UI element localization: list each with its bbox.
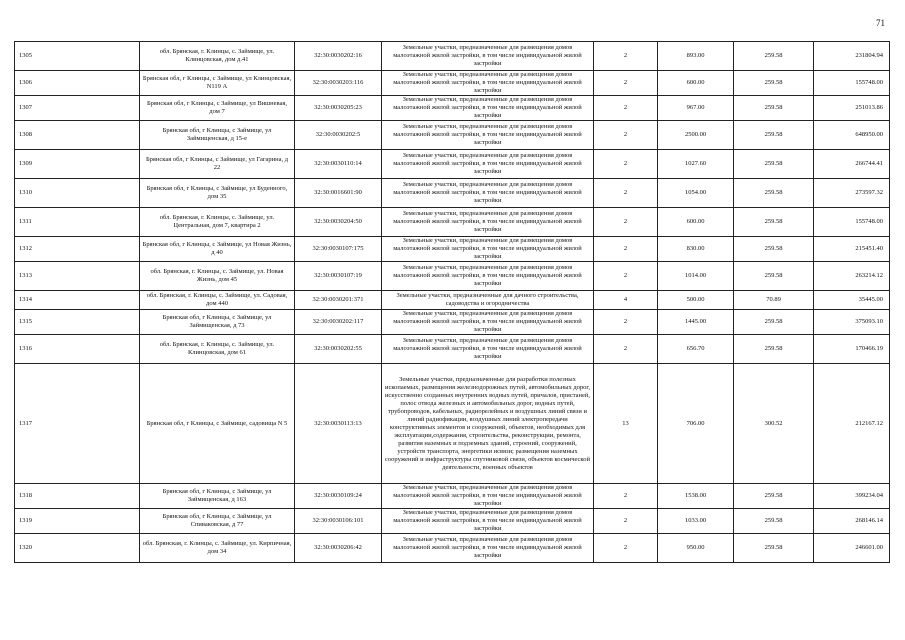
- land-use-cell: Земельные участки, предназначенные для разработки полезных ископаемых, размещения железнодорожных путей, автомобильных дорог, искусственно созданных внутренних водных путей, причалов, пристаней, полос отвода железных и автомобильных дорог, водных путей, трубопроводов, кабельных, радиорелейных и воздушных линий связи и линий радиофикации, воздушных линий электропередачи конструктивных элементов и сооружений, объектов, необходимых для эксплуатации,содержания, строительства, реконструкции, ремонта, развития наземных и подземных зданий, строений, сооружений, устройств транспорта, энергетики исвязи; размещения наземных сооружений и инфраструктуры спутниковой связи, объектов космической деятельности, военных объектов: [382, 364, 594, 484]
- group-code-cell: 2: [594, 208, 658, 237]
- area-cell: 967.00: [658, 96, 734, 121]
- row-number-cell: 1306: [15, 71, 140, 96]
- address-cell: обл. Брянская, г. Клинцы, с. Займище, ул. Садовая, дом 440: [140, 291, 295, 310]
- cadastral-number-cell: 32:30:0030202:117: [295, 310, 382, 335]
- specific-value-cell: 259.58: [734, 335, 814, 364]
- address-cell: обл. Брянская, г. Клинцы, с. Займище, ул. Клинцовская, дом 61: [140, 335, 295, 364]
- group-code-cell: 2: [594, 237, 658, 262]
- cadastral-value-cell: 263214.12: [814, 262, 890, 291]
- land-use-cell: Земельные участки, предназначенные для размещения домов малоэтажной жилой застройки, в том числе индивидуальной жилой застройки: [382, 335, 594, 364]
- area-cell: 893.00: [658, 42, 734, 71]
- specific-value-cell: 259.58: [734, 262, 814, 291]
- group-code-cell: 2: [594, 96, 658, 121]
- table-row: [15, 262, 890, 291]
- cadastral-value-cell: 648950.00: [814, 121, 890, 150]
- cadastral-number-cell: 32:30:0030206:42: [295, 534, 382, 563]
- cadastral-value-cell: 155748.00: [814, 71, 890, 96]
- group-code-cell: 2: [594, 121, 658, 150]
- row-number-cell: 1305: [15, 42, 140, 71]
- row-number-cell: 1313: [15, 262, 140, 291]
- cadastral-value-cell: 268146.14: [814, 509, 890, 534]
- specific-value-cell: 259.58: [734, 96, 814, 121]
- table-row: [15, 121, 890, 150]
- row-number-cell: 1318: [15, 484, 140, 509]
- table-row: [15, 237, 890, 262]
- area-cell: 950.00: [658, 534, 734, 563]
- cadastral-value-cell: 266744.41: [814, 150, 890, 179]
- land-use-cell: Земельные участки, предназначенные для размещения домов малоэтажной жилой застройки, в том числе индивидуальной жилой застройки: [382, 121, 594, 150]
- table-row: [15, 310, 890, 335]
- address-cell: Брянская обл, г Клинцы, с Займище, ул Вишневая, дом 7: [140, 96, 295, 121]
- address-cell: Брянская обл, г Клинцы, с Займище, ул Новая Жизнь, д 40: [140, 237, 295, 262]
- specific-value-cell: 259.58: [734, 237, 814, 262]
- group-code-cell: 2: [594, 42, 658, 71]
- land-use-cell: Земельные участки, предназначенные для размещения домов малоэтажной жилой застройки, в том числе индивидуальной жилой застройки: [382, 150, 594, 179]
- table-row: [15, 42, 890, 71]
- group-code-cell: 13: [594, 364, 658, 484]
- row-number-cell: 1319: [15, 509, 140, 534]
- cadastral-value-cell: 375093.10: [814, 310, 890, 335]
- address-cell: Брянская обл, г Клинцы, с Займище, ул Буденного, дом 35: [140, 179, 295, 208]
- table-row: [15, 335, 890, 364]
- land-use-cell: Земельные участки, предназначенные для размещения домов малоэтажной жилой застройки, в том числе индивидуальной жилой застройки: [382, 484, 594, 509]
- cadastral-number-cell: 32:30:0030204:50: [295, 208, 382, 237]
- cadastral-value-cell: 273597.32: [814, 179, 890, 208]
- row-number-cell: 1311: [15, 208, 140, 237]
- cadastral-number-cell: 32:30:0030107:175: [295, 237, 382, 262]
- address-cell: Брянская обл, г Клинцы, с Займище, ул Займищенская, д 163: [140, 484, 295, 509]
- land-use-cell: Земельные участки, предназначенные для размещения домов малоэтажной жилой застройки, в том числе индивидуальной жилой застройки: [382, 310, 594, 335]
- specific-value-cell: 259.58: [734, 71, 814, 96]
- specific-value-cell: 259.58: [734, 310, 814, 335]
- cadastral-number-cell: 32:30:0030106:101: [295, 509, 382, 534]
- specific-value-cell: 259.58: [734, 208, 814, 237]
- row-number-cell: 1316: [15, 335, 140, 364]
- group-code-cell: 2: [594, 484, 658, 509]
- specific-value-cell: 259.58: [734, 509, 814, 534]
- specific-value-cell: 70.89: [734, 291, 814, 310]
- area-cell: 656.70: [658, 335, 734, 364]
- cadastral-value-cell: 170466.19: [814, 335, 890, 364]
- area-cell: 1538.00: [658, 484, 734, 509]
- area-cell: 1014.00: [658, 262, 734, 291]
- address-cell: обл. Брянская, г. Клинцы, с. Займище, ул. Кирпичная, дом 34: [140, 534, 295, 563]
- address-cell: обл. Брянская, г. Клинцы, с. Займище, ул. Центральная, дом 7, квартира 2: [140, 208, 295, 237]
- specific-value-cell: 300.52: [734, 364, 814, 484]
- table-row: [15, 509, 890, 534]
- address-cell: Брянская обл, г Клинцы, с Займище, ул Клинцовская, N119 А: [140, 71, 295, 96]
- area-cell: 1033.00: [658, 509, 734, 534]
- row-number-cell: 1310: [15, 179, 140, 208]
- page-number: 71: [876, 18, 885, 28]
- land-use-cell: Земельные участки, предназначенные для размещения домов малоэтажной жилой застройки, в том числе индивидуальной жилой застройки: [382, 509, 594, 534]
- specific-value-cell: 259.58: [734, 534, 814, 563]
- area-cell: 706.00: [658, 364, 734, 484]
- cadastral-value-cell: 231804.94: [814, 42, 890, 71]
- group-code-cell: 4: [594, 291, 658, 310]
- group-code-cell: 2: [594, 310, 658, 335]
- cadastral-number-cell: 32:30:0030202:55: [295, 335, 382, 364]
- group-code-cell: 2: [594, 179, 658, 208]
- land-use-cell: Земельные участки, предназначенные для размещения домов малоэтажной жилой застройки, в том числе индивидуальной жилой застройки: [382, 534, 594, 563]
- land-plots-table: [14, 41, 890, 563]
- land-use-cell: Земельные участки, предназначенные для размещения домов малоэтажной жилой застройки, в том числе индивидуальной жилой застройки: [382, 262, 594, 291]
- address-cell: Брянская обл, г Клинцы, с Займище, ул Займищенская, д 15-е: [140, 121, 295, 150]
- cadastral-number-cell: 32:30:0030110:14: [295, 150, 382, 179]
- address-cell: Брянская обл, г Клинцы, с Займище, ул Спиваковская, д 77: [140, 509, 295, 534]
- group-code-cell: 2: [594, 335, 658, 364]
- cadastral-number-cell: 32:30:0030109:24: [295, 484, 382, 509]
- row-number-cell: 1309: [15, 150, 140, 179]
- group-code-cell: 2: [594, 262, 658, 291]
- cadastral-number-cell: 32:30:0030202:16: [295, 42, 382, 71]
- specific-value-cell: 259.58: [734, 179, 814, 208]
- group-code-cell: 2: [594, 150, 658, 179]
- land-use-cell: Земельные участки, предназначенные для размещения домов малоэтажной жилой застройки, в том числе индивидуальной жилой застройки: [382, 237, 594, 262]
- table-row: [15, 484, 890, 509]
- cadastral-number-cell: 32:30:0030202:5: [295, 121, 382, 150]
- specific-value-cell: 259.58: [734, 121, 814, 150]
- table-row: [15, 150, 890, 179]
- area-cell: 1027.60: [658, 150, 734, 179]
- area-cell: 600.00: [658, 71, 734, 96]
- table-row: [15, 179, 890, 208]
- land-use-cell: Земельные участки, предназначенные для размещения домов малоэтажной жилой застройки, в том числе индивидуальной жилой застройки: [382, 179, 594, 208]
- cadastral-number-cell: 32:30:0030107:19: [295, 262, 382, 291]
- cadastral-value-cell: 212167.12: [814, 364, 890, 484]
- table-row: [15, 364, 890, 484]
- table-row: [15, 96, 890, 121]
- land-use-cell: Земельные участки, предназначенные для размещения домов малоэтажной жилой застройки, в том числе индивидуальной жилой застройки: [382, 71, 594, 96]
- area-cell: 1054.00: [658, 179, 734, 208]
- area-cell: 500.00: [658, 291, 734, 310]
- row-number-cell: 1317: [15, 364, 140, 484]
- address-cell: обл. Брянская, г. Клинцы, с. Займище, ул. Клинцовская, дом д.41: [140, 42, 295, 71]
- land-use-cell: Земельные участки, предназначенные для размещения домов малоэтажной жилой застройки, в том числе индивидуальной жилой застройки: [382, 96, 594, 121]
- cadastral-value-cell: 215451.40: [814, 237, 890, 262]
- specific-value-cell: 259.58: [734, 484, 814, 509]
- cadastral-value-cell: 399234.04: [814, 484, 890, 509]
- cadastral-value-cell: 251013.86: [814, 96, 890, 121]
- group-code-cell: 2: [594, 534, 658, 563]
- land-use-cell: Земельные участки, предназначенные для размещения домов малоэтажной жилой застройки, в том числе индивидуальной жилой застройки: [382, 208, 594, 237]
- address-cell: обл. Брянская, г. Клинцы, с. Займище, ул. Новая Жизнь, дом 45: [140, 262, 295, 291]
- land-use-cell: Земельные участки, предназначенные для размещения домов малоэтажной жилой застройки, в том числе индивидуальной жилой застройки: [382, 42, 594, 71]
- address-cell: Брянская обл, г Клинцы, с Займище, ул Займищенская, д 73: [140, 310, 295, 335]
- cadastral-value-cell: 246601.00: [814, 534, 890, 563]
- row-number-cell: 1315: [15, 310, 140, 335]
- address-cell: Брянская обл, г Клинцы, с Займище, садовища N 5: [140, 364, 295, 484]
- address-cell: Брянская обл, г Клинцы, с Займище, ул Гагарина, д 22: [140, 150, 295, 179]
- area-cell: 830.00: [658, 237, 734, 262]
- group-code-cell: 2: [594, 71, 658, 96]
- row-number-cell: 1312: [15, 237, 140, 262]
- specific-value-cell: 259.58: [734, 150, 814, 179]
- cadastral-number-cell: 32:30:0030113:13: [295, 364, 382, 484]
- land-use-cell: Земельные участки, предназначенные для дачного строительства, садоводства и огородничества: [382, 291, 594, 310]
- row-number-cell: 1307: [15, 96, 140, 121]
- area-cell: 2500.00: [658, 121, 734, 150]
- cadastral-number-cell: 32:30:0030203:116: [295, 71, 382, 96]
- cadastral-number-cell: 32:30:0030201:371: [295, 291, 382, 310]
- table-row: [15, 291, 890, 310]
- row-number-cell: 1320: [15, 534, 140, 563]
- cadastral-number-cell: 32:30:0030205:23: [295, 96, 382, 121]
- table-row: [15, 534, 890, 563]
- area-cell: 1445.00: [658, 310, 734, 335]
- group-code-cell: 2: [594, 509, 658, 534]
- row-number-cell: 1308: [15, 121, 140, 150]
- row-number-cell: 1314: [15, 291, 140, 310]
- area-cell: 600.00: [658, 208, 734, 237]
- cadastral-value-cell: 35445.00: [814, 291, 890, 310]
- table-row: [15, 71, 890, 96]
- cadastral-number-cell: 32:30:0016601:90: [295, 179, 382, 208]
- table-row: [15, 208, 890, 237]
- specific-value-cell: 259.58: [734, 42, 814, 71]
- cadastral-value-cell: 155748.00: [814, 208, 890, 237]
